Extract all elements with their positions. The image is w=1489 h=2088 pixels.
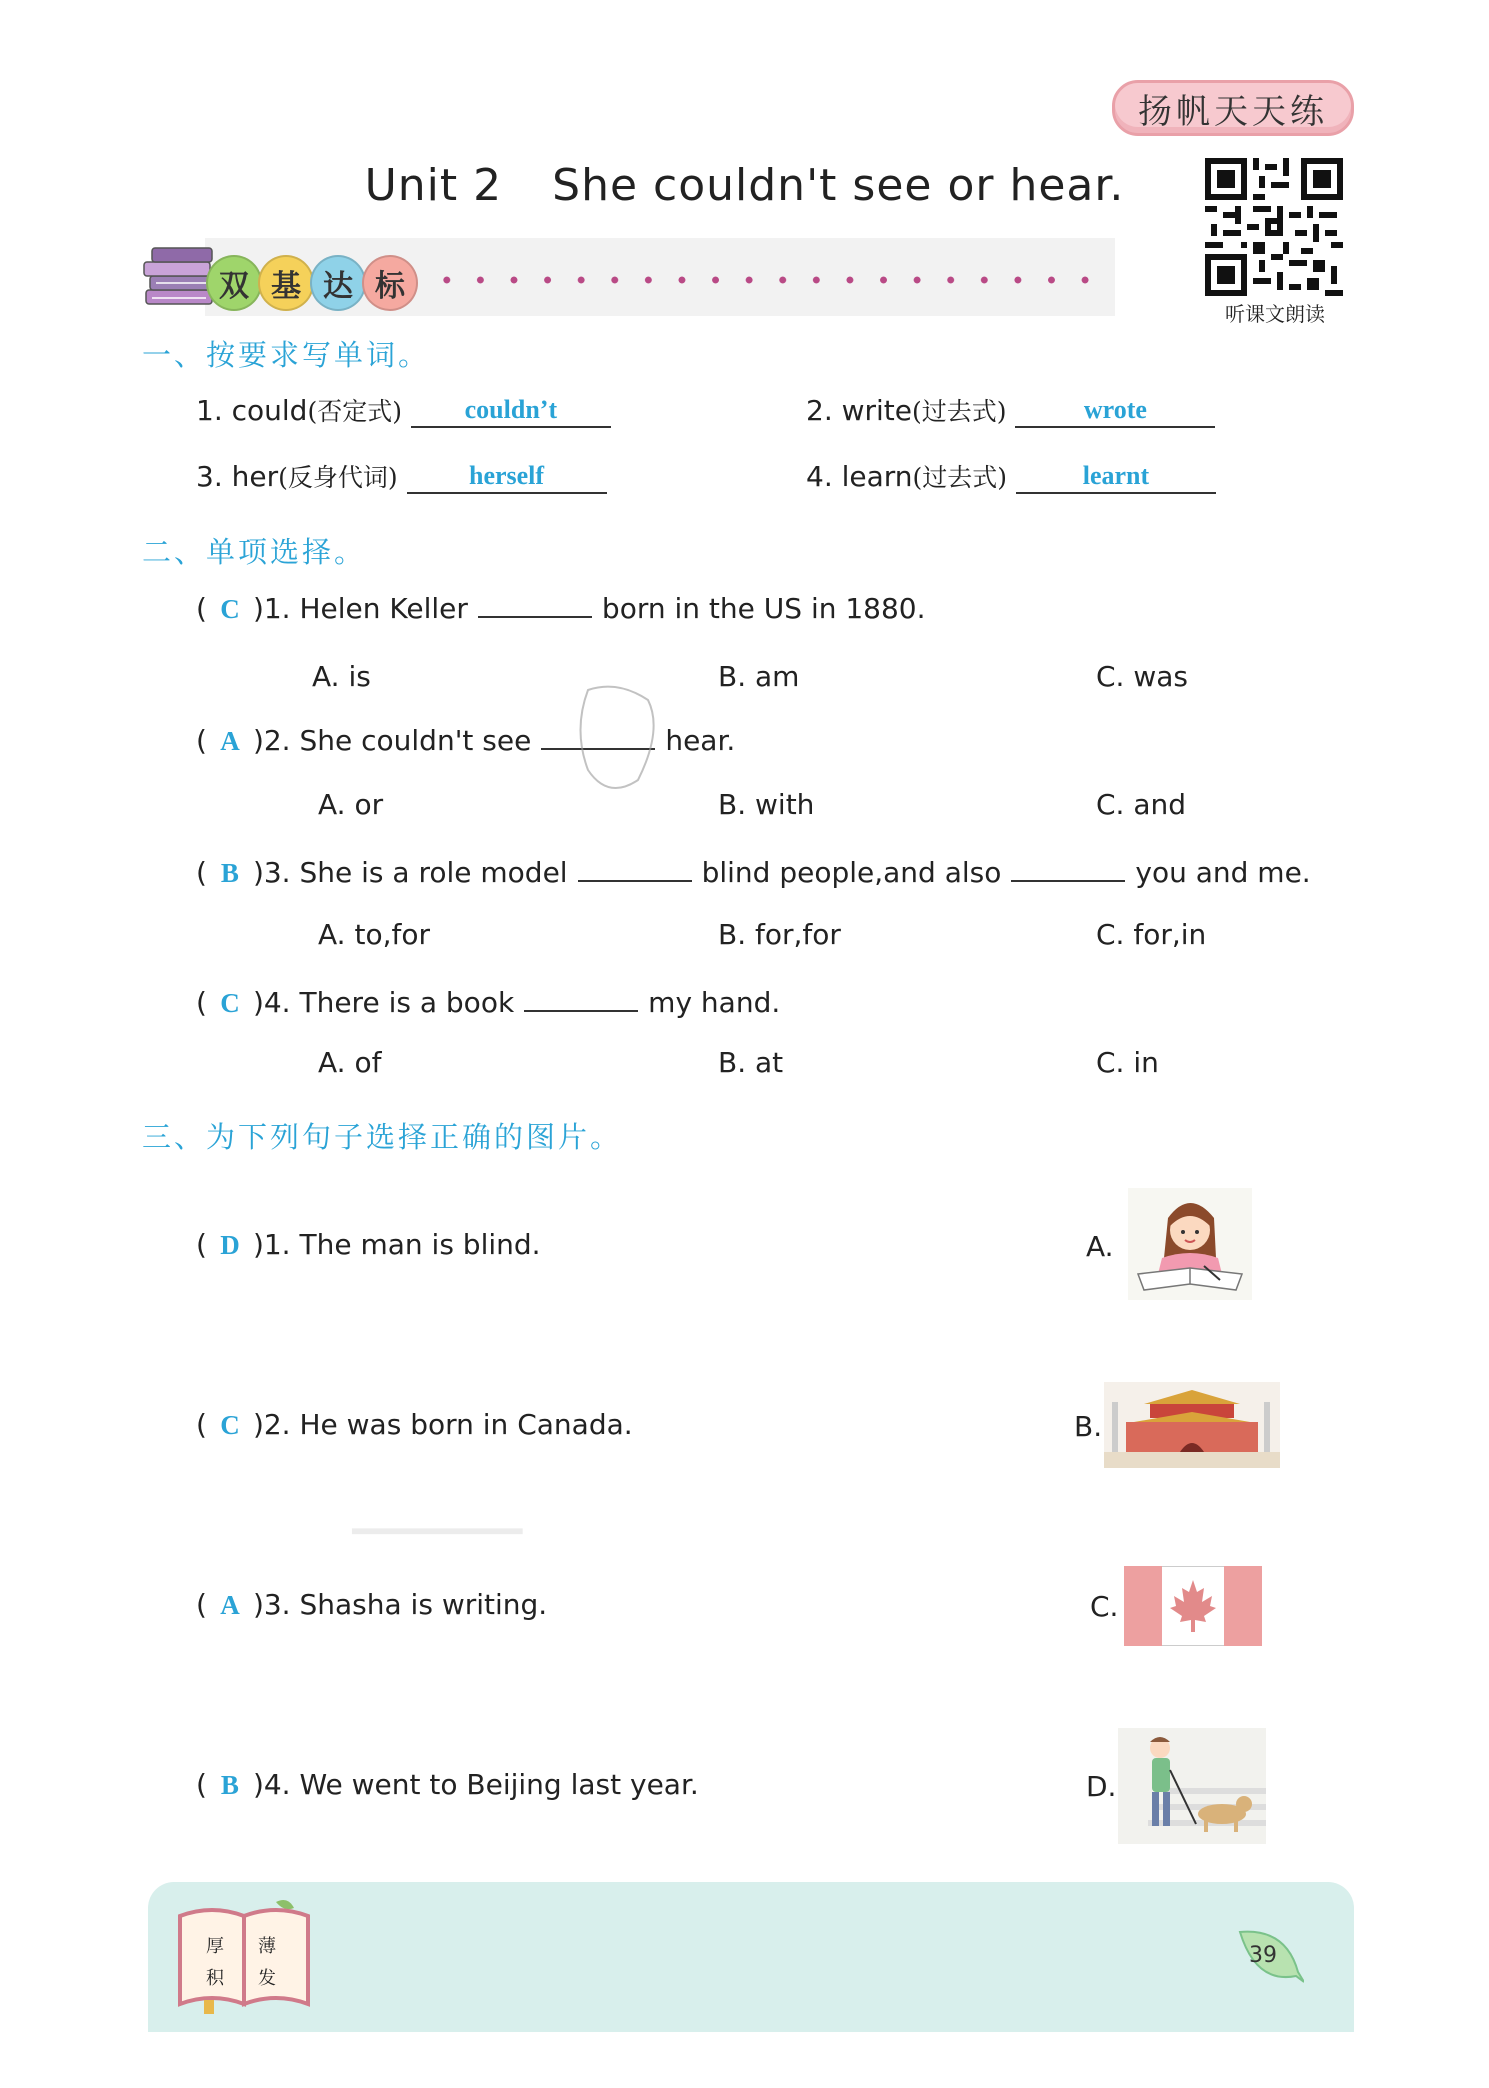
option-a[interactable]: A. or: [318, 788, 384, 821]
s2-question-4: ( C )4. There is a book my hand.: [196, 982, 780, 1019]
band-char-4: 标: [362, 255, 418, 311]
s2-question-2: ( A )2. She couldn't see hear.: [196, 720, 735, 757]
option-c[interactable]: C. for,in: [1096, 918, 1207, 951]
option-b[interactable]: B. am: [718, 660, 800, 693]
picture-label-d: D.: [1086, 1770, 1117, 1803]
blank[interactable]: [1011, 852, 1125, 882]
footer-panel: [148, 1882, 1354, 2032]
s1-item-1: 1. could(否定式) couldn’t: [196, 392, 611, 428]
section2-heading: 二、单项选择。: [142, 535, 367, 569]
answer-field-4[interactable]: learnt: [1016, 458, 1216, 494]
picture-blind-man-dog[interactable]: [1118, 1728, 1266, 1844]
option-a[interactable]: A. of: [318, 1046, 382, 1079]
series-badge: 扬帆天天练: [1112, 80, 1354, 136]
unit-label: Unit 2: [364, 160, 503, 211]
option-c[interactable]: C. and: [1096, 788, 1187, 821]
answer-choice[interactable]: A: [220, 1590, 240, 1620]
answer-field-3[interactable]: herself: [407, 458, 607, 494]
s3-sentence-4: ( B )4. We went to Beijing last year.: [196, 1768, 699, 1801]
option-b[interactable]: B. with: [718, 788, 815, 821]
qr-caption: 听课文朗读: [1225, 302, 1325, 326]
watermark-text: ⸻: [350, 1485, 535, 1567]
option-a[interactable]: A. is: [312, 660, 371, 693]
s1-item-2: 2. write(过去式) wrote: [806, 392, 1215, 428]
option-a[interactable]: A. to,for: [318, 918, 430, 951]
answer-choice[interactable]: D: [220, 1230, 240, 1260]
answer-choice[interactable]: B: [220, 858, 239, 888]
picture-label-b: B.: [1074, 1410, 1103, 1443]
book-char-1: 厚: [206, 1936, 224, 1957]
option-b[interactable]: B. at: [718, 1046, 784, 1079]
section3-heading: 三、为下列句子选择正确的图片。: [142, 1120, 623, 1154]
s2-question-1: ( C )1. Helen Keller born in the US in 1880.: [196, 588, 926, 625]
answer-field-1[interactable]: couldn’t: [411, 392, 611, 428]
picture-girl-writing[interactable]: [1128, 1188, 1252, 1300]
book-char-2: 薄: [258, 1936, 276, 1957]
open-book-icon: [176, 1896, 312, 2014]
answer-field-2[interactable]: wrote: [1015, 392, 1215, 428]
answer-choice[interactable]: C: [220, 594, 240, 624]
blank[interactable]: [578, 852, 692, 882]
book-char-3: 积: [206, 1968, 224, 1989]
s3-sentence-3: ( A )3. Shasha is writing.: [196, 1588, 548, 1621]
answer-choice[interactable]: B: [220, 1770, 239, 1800]
option-b[interactable]: B. for,for: [718, 918, 841, 951]
blank[interactable]: [478, 588, 592, 618]
section1-heading: 一、按要求写单词。: [142, 338, 431, 372]
band-char-2: 基: [258, 255, 314, 311]
option-c[interactable]: C. was: [1096, 660, 1188, 693]
picture-label-c: C.: [1090, 1590, 1119, 1623]
dotted-divider: [430, 276, 1110, 284]
picture-tiananmen[interactable]: [1104, 1382, 1280, 1468]
answer-choice[interactable]: C: [220, 988, 240, 1018]
answer-choice[interactable]: A: [220, 726, 240, 756]
band-char-3: 达: [310, 255, 366, 311]
s3-sentence-1: ( D )1. The man is blind.: [196, 1228, 541, 1261]
qr-code-icon[interactable]: [1205, 158, 1343, 296]
blank[interactable]: [524, 982, 638, 1012]
s3-sentence-2: ( C )2. He was born in Canada.: [196, 1408, 633, 1441]
page-number: 39: [1249, 1943, 1277, 1968]
stamp-watermark: [568, 680, 668, 800]
s1-item-3: 3. her(反身代词) herself: [196, 458, 607, 494]
s1-item-4: 4. learn(过去式) learnt: [806, 458, 1216, 494]
answer-choice[interactable]: C: [220, 1410, 240, 1440]
picture-canada-flag[interactable]: [1124, 1566, 1262, 1646]
book-char-4: 发: [258, 1968, 276, 1989]
band-char-1: 双: [206, 255, 262, 311]
option-c[interactable]: C. in: [1096, 1046, 1159, 1079]
unit-title: She couldn't see or hear.: [552, 160, 1125, 211]
s2-question-3: ( B )3. She is a role model blind people,and also you and me.: [196, 852, 1311, 889]
picture-label-a: A.: [1086, 1230, 1114, 1263]
